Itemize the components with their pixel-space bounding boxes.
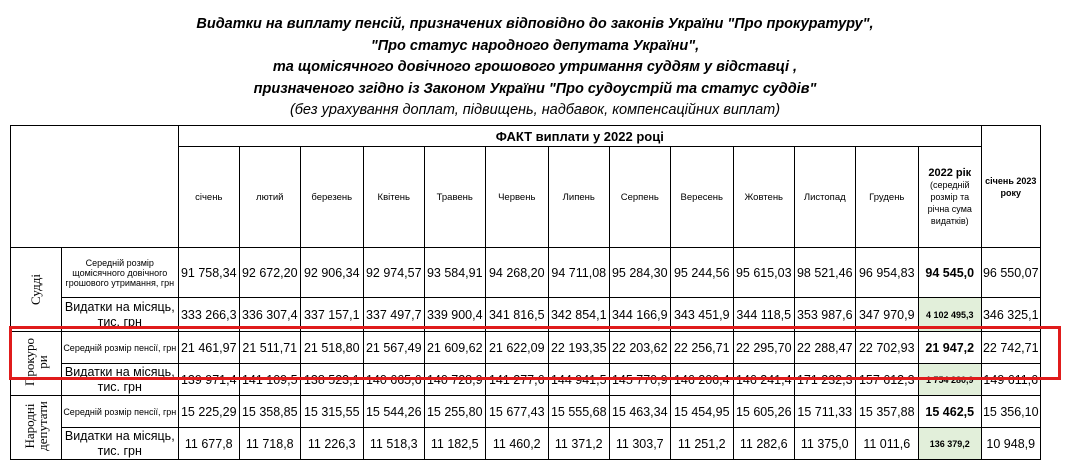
value-cell: 11 251,2	[670, 428, 733, 460]
group-name-line-1: Народні	[21, 403, 37, 449]
group-label	[11, 332, 62, 396]
title-subtitle: (без урахування доплат, підвищень, надбавок, компенсаційних виплат)	[289, 102, 781, 118]
group-name: Судді	[28, 273, 44, 305]
value-cell: 95 615,03	[733, 248, 794, 298]
document-title	[0, 14, 1070, 122]
total-2022-cell: 136 379,2	[918, 428, 981, 460]
value-cell: 21 518,80	[300, 332, 363, 364]
value-cell: 98 521,46	[794, 248, 855, 298]
month-header: Грудень	[855, 147, 918, 248]
value-cell: 171 232,3	[794, 364, 855, 396]
month-header: Липень	[548, 147, 609, 248]
month-header: Травень	[424, 147, 485, 248]
title-line-4: призначеного згідно із Законом України "Про судоустрій та статус суддів"	[253, 80, 817, 97]
table-row	[11, 332, 1041, 364]
group-label	[11, 396, 62, 460]
jan2023-cell: 149 611,6	[981, 364, 1040, 396]
jan2023-header: січень 2023 року	[981, 126, 1040, 248]
value-cell: 15 315,55	[300, 396, 363, 428]
value-cell: 11 226,3	[300, 428, 363, 460]
fact-header: ФАКТ виплати у 2022 році	[178, 126, 981, 147]
value-cell: 339 900,4	[424, 298, 485, 332]
value-cell: 11 375,0	[794, 428, 855, 460]
value-cell: 95 244,56	[670, 248, 733, 298]
jan2023-cell: 346 325,1	[981, 298, 1040, 332]
row-label: Середній розмір пенсії, грн	[61, 396, 178, 428]
value-cell: 15 605,26	[733, 396, 794, 428]
jan2023-cell: 96 550,07	[981, 248, 1040, 298]
value-cell: 140 665,6	[363, 364, 424, 396]
row-label: Видатки на місяць, тис. грн	[61, 428, 178, 460]
value-cell: 347 970,9	[855, 298, 918, 332]
value-cell: 157 612,3	[855, 364, 918, 396]
value-cell: 22 295,70	[733, 332, 794, 364]
value-cell: 337 157,1	[300, 298, 363, 332]
value-cell: 146 241,4	[733, 364, 794, 396]
value-cell: 141 277,6	[485, 364, 548, 396]
value-cell: 341 816,5	[485, 298, 548, 332]
row-label: Видатки на місяць, тис. грн	[61, 364, 178, 396]
value-cell: 21 511,71	[239, 332, 300, 364]
value-cell: 144 941,5	[548, 364, 609, 396]
table-row	[11, 298, 1041, 332]
value-cell: 11 518,3	[363, 428, 424, 460]
row-label: Середній розмір щомісячного довічного грошового утримання, грн	[61, 248, 178, 298]
title-line-3: та щомісячного довічного грошового утримання суддям у відставці ,	[272, 59, 798, 75]
value-cell: 22 193,35	[548, 332, 609, 364]
total-2022-cell: 4 102 495,3	[918, 298, 981, 332]
value-cell: 11 718,8	[239, 428, 300, 460]
table-row	[11, 364, 1041, 396]
value-cell: 344 166,9	[609, 298, 670, 332]
table-row	[11, 248, 1041, 298]
value-cell: 96 954,83	[855, 248, 918, 298]
month-header: Вересень	[670, 147, 733, 248]
row-label: Середній розмір пенсії, грн	[61, 332, 178, 364]
value-cell: 21 609,62	[424, 332, 485, 364]
value-cell: 11 303,7	[609, 428, 670, 460]
jan2023-cell: 15 356,10	[981, 396, 1040, 428]
value-cell: 22 256,71	[670, 332, 733, 364]
value-cell: 336 307,4	[239, 298, 300, 332]
value-cell: 11 182,5	[424, 428, 485, 460]
value-cell: 15 711,33	[794, 396, 855, 428]
value-cell: 15 555,68	[548, 396, 609, 428]
total-2022-cell: 94 545,0	[918, 248, 981, 298]
pension-expenses-table	[10, 125, 1041, 460]
table-row	[11, 396, 1041, 428]
group-name-line-1: Прокуро	[21, 337, 37, 387]
value-cell: 15 544,26	[363, 396, 424, 428]
value-cell: 15 677,43	[485, 396, 548, 428]
value-cell: 92 974,57	[363, 248, 424, 298]
value-cell: 145 770,9	[609, 364, 670, 396]
value-cell: 11 011,6	[855, 428, 918, 460]
jan2023-cell: 10 948,9	[981, 428, 1040, 460]
corner-cell	[11, 126, 179, 248]
value-cell: 94 711,08	[548, 248, 609, 298]
value-cell: 333 266,3	[178, 298, 239, 332]
month-header: Червень	[485, 147, 548, 248]
group-name	[23, 401, 49, 451]
value-cell: 15 454,95	[670, 396, 733, 428]
value-cell: 15 358,85	[239, 396, 300, 428]
value-cell: 15 255,80	[424, 396, 485, 428]
value-cell: 21 622,09	[485, 332, 548, 364]
month-header: Листопад	[794, 147, 855, 248]
month-header: лютий	[239, 147, 300, 248]
value-cell: 11 677,8	[178, 428, 239, 460]
total-2022-cell: 21 947,2	[918, 332, 981, 364]
total-2022-cell: 15 462,5	[918, 396, 981, 428]
value-cell: 344 118,5	[733, 298, 794, 332]
jan2023-cell: 22 742,71	[981, 332, 1040, 364]
total-2022-year: 2022 рік	[928, 167, 972, 179]
value-cell: 343 451,9	[670, 298, 733, 332]
value-cell: 342 854,1	[548, 298, 609, 332]
month-header: Жовтень	[733, 147, 794, 248]
month-header: Квітень	[363, 147, 424, 248]
value-cell: 95 284,30	[609, 248, 670, 298]
value-cell: 15 357,88	[855, 396, 918, 428]
value-cell: 22 288,47	[794, 332, 855, 364]
group-label	[11, 248, 62, 332]
value-cell: 15 463,34	[609, 396, 670, 428]
total-2022-header	[918, 147, 981, 248]
value-cell: 139 971,4	[178, 364, 239, 396]
value-cell: 146 206,4	[670, 364, 733, 396]
month-header: січень	[178, 147, 239, 248]
value-cell: 21 567,49	[363, 332, 424, 364]
value-cell: 140 728,9	[424, 364, 485, 396]
total-2022-note: (середній розмір та річна сума видатків)	[927, 180, 972, 226]
group-name-line-2: депутати	[34, 401, 50, 451]
title-line-1: Видатки на виплату пенсій, призначених відповідно до законів України "Про прокуратуру",	[196, 16, 874, 32]
value-cell: 91 758,34	[178, 248, 239, 298]
value-cell: 141 109,5	[239, 364, 300, 396]
value-cell: 138 523,1	[300, 364, 363, 396]
value-cell: 92 672,20	[239, 248, 300, 298]
title-line-2: "Про статус народного депутата України",	[370, 37, 700, 54]
total-2022-cell: 1 754 280,9	[918, 364, 981, 396]
value-cell: 22 203,62	[609, 332, 670, 364]
row-label: Видатки на місяць, тис. грн	[61, 298, 178, 332]
value-cell: 11 460,2	[485, 428, 548, 460]
value-cell: 21 461,97	[178, 332, 239, 364]
value-cell: 11 371,2	[548, 428, 609, 460]
value-cell: 337 497,7	[363, 298, 424, 332]
month-header: Серпень	[609, 147, 670, 248]
group-name-line-2: ри	[34, 355, 50, 369]
group-name	[23, 338, 49, 386]
value-cell: 11 282,6	[733, 428, 794, 460]
month-header: березень	[300, 147, 363, 248]
table-row	[11, 428, 1041, 460]
value-cell: 94 268,20	[485, 248, 548, 298]
value-cell: 15 225,29	[178, 396, 239, 428]
value-cell: 353 987,6	[794, 298, 855, 332]
value-cell: 92 906,34	[300, 248, 363, 298]
value-cell: 22 702,93	[855, 332, 918, 364]
value-cell: 93 584,91	[424, 248, 485, 298]
